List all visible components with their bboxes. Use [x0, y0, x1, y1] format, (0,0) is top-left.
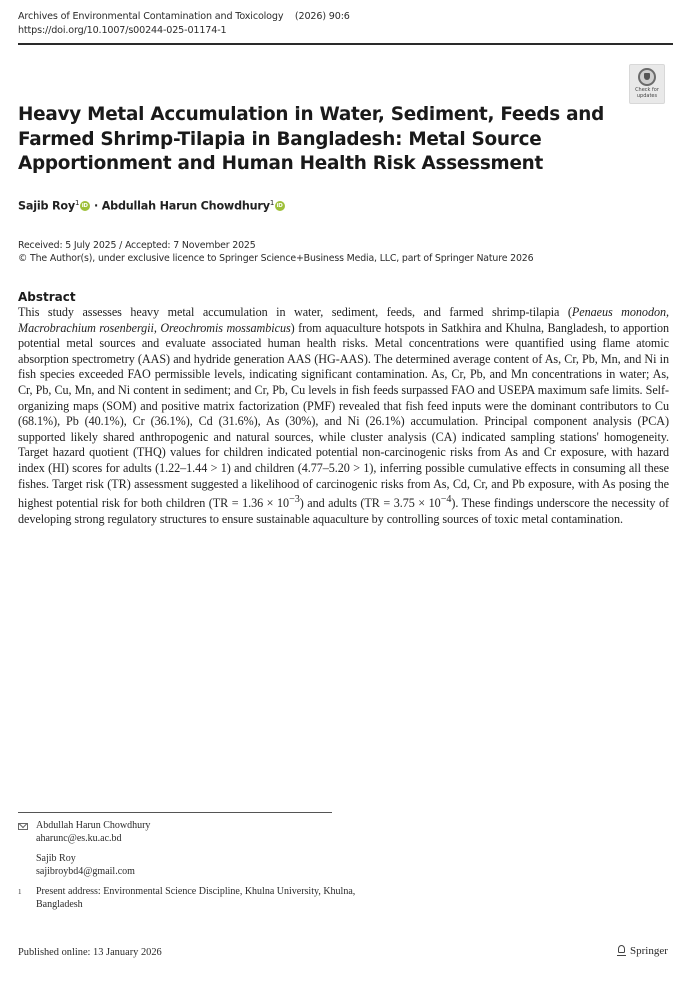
received-accepted-dates: Received: 5 July 2025 / Accepted: 7 November 2025	[18, 240, 256, 251]
affiliation-text: Present address: Environmental Science Discipline, Khulna University, Khulna, Bangladesh	[36, 886, 356, 910]
author-list	[18, 199, 285, 213]
exponent: −3	[289, 494, 300, 506]
journal-name: Archives of Environmental Contamination and Toxicology	[18, 11, 284, 22]
affiliation-note	[18, 886, 358, 911]
second-author-name: Sajib Roy	[36, 853, 76, 864]
author-separator: ·	[90, 199, 102, 213]
corresponding-email[interactable]: aharunc@es.ku.ac.bd	[36, 832, 122, 844]
springer-horse-icon	[617, 945, 626, 957]
volume-info: (2026) 90:6	[294, 11, 350, 22]
abstract-part: ). These findings underscore the necessity of developing strong regulatory structures to ensure sustainable aquaculture by controlling sources of toxic metal contamination.	[18, 496, 670, 526]
corresponding-name: Abdullah Harun Chowdhury	[36, 820, 151, 831]
abstract-part: ) from aquaculture hotspots in Satkhira and Khulna, Bangladesh, to apportion potential metal sources and evaluate associated human health risks. Metal concentrations were quantified using flame atomic absorption spectrometry (AAS) and hydride generation AAS (HG-AAS). The determined average content of As, Cr, Pb, Mn, and Ni in fish species exceeded FAO permissible levels, indicating significant contamination. As, Cr, Pb, and Mn concentrations in water; As, Cr, Pb, Cu, Mn, and Ni content in sediment; and Cr, Pb, Cu levels in fish feeds surpassed FAO and USEPA maximum safe limits. Self-organizing maps (SOM) and positive matrix factorization (PMF) revealed that fish feed inputs were the dominant contributors to Cu (68.1%), Pb (40.1%), Cr (36.1%), Cd (31.6%), As (30%), and Ni (26.1%) accumulation. Principal component analysis (PCA) supported likely shared anthropogenic and natural sources, while cluster analysis (CA) indicated sampling stations' homogeneity. Target hazard quotient (THQ) values for children indicated potential non-carcinogenic risks from As and Cr exposure, with hazard index (HI) scores for adults (1.22–1.44 > 1) and children (4.77–5.20 > 1), inferring possible cumulative effects in consuming all these fishes. Target risk (TR) assessment suggested a likelihood of carcinogenic risks from As, Cd, Cr, and Pb exposure, with As posing the highest potential risk for both children (TR = 1.36 × 10	[18, 320, 670, 511]
publisher-name: Springer	[630, 945, 668, 957]
author-name[interactable]: Abdullah Harun Chowdhury	[101, 199, 270, 213]
abstract-part: This study assesses heavy metal accumulation in water, sediment, feeds, and farmed shrimp-tilapia (	[18, 305, 572, 319]
second-author	[18, 853, 358, 878]
check-for-updates-icon	[638, 68, 656, 86]
second-author-email[interactable]: sajibroybd4@gmail.com	[36, 865, 135, 877]
footnotes	[18, 820, 358, 911]
orcid-icon[interactable]	[80, 201, 90, 211]
copyright-notice: © The Author(s), under exclusive licence to Springer Science+Business Media, LLC, part of Springer Nature 2026	[18, 252, 534, 264]
doi-link[interactable]: https://doi.org/10.1007/s00244-025-01174-1	[18, 25, 227, 36]
abstract-part: ) and adults (TR = 3.75 × 10	[299, 496, 441, 511]
orcid-icon[interactable]	[275, 201, 285, 211]
envelope-icon	[18, 823, 28, 830]
corresponding-author	[18, 820, 358, 845]
badge-label-1: Check for	[635, 87, 659, 93]
species-names: Penaeus monodon, Macrobrachium rosenbergii, Oreochromis mossambicus	[18, 305, 669, 335]
footnote-rule	[18, 812, 332, 813]
publisher-logo[interactable]	[617, 945, 668, 957]
badge-label-2: updates	[636, 93, 658, 99]
affiliation-number: 1	[18, 888, 22, 896]
article-title: Heavy Metal Accumulation in Water, Sediment, Feeds and Farmed Shrimp-Tilapia in Bangladesh: Metal Source Apportionment and Human Health Risk Assessment	[18, 104, 605, 174]
affiliation-mark: 1	[269, 199, 275, 207]
header-rule	[18, 43, 673, 45]
running-header	[18, 9, 668, 38]
affiliation-mark: 1	[74, 199, 80, 207]
abstract-heading: Abstract	[18, 290, 76, 304]
exponent: −4	[440, 494, 452, 506]
abstract-text	[18, 305, 669, 527]
author-name[interactable]: Sajib Roy	[18, 199, 75, 213]
article-history	[18, 240, 533, 265]
check-for-updates-button[interactable]	[629, 64, 665, 104]
published-online-date: Published online: 13 January 2026	[18, 947, 162, 958]
